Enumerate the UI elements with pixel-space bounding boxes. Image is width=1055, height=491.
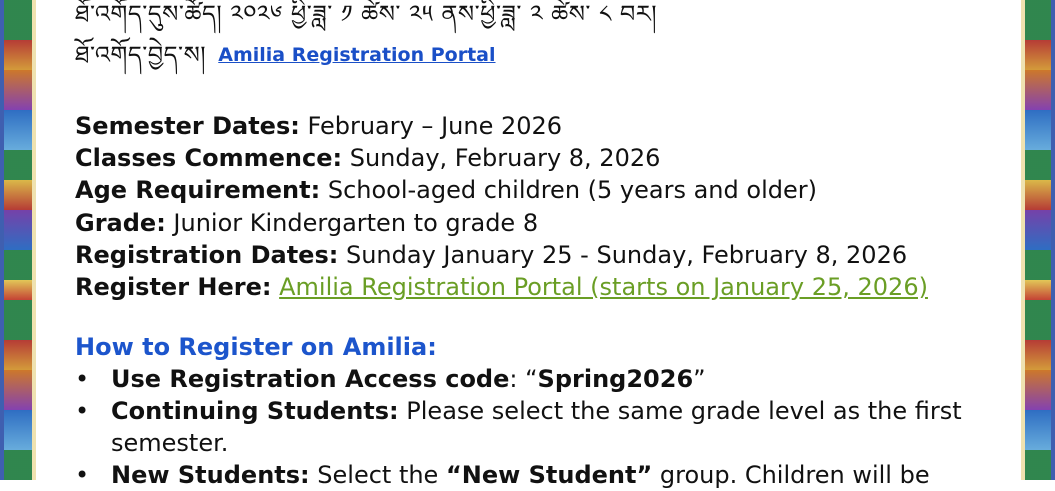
register-here-row — [75, 271, 928, 303]
bullet-icon: • — [75, 461, 90, 489]
registration-dates-value: Sunday January 25 - Sunday, February 8, 2026 — [338, 240, 908, 269]
document-page — [36, 0, 1021, 489]
semester-dates-row — [75, 110, 928, 142]
decorative-border-left — [0, 0, 36, 480]
access-code-close-quote: ” — [693, 365, 706, 393]
age-requirement-value: School-aged children (5 years and older) — [320, 176, 817, 205]
decorative-border-right — [1021, 0, 1055, 480]
age-requirement-label: Age Requirement: — [75, 176, 321, 205]
age-requirement-row — [75, 174, 928, 206]
access-code-separator: : “ — [509, 365, 538, 393]
new-students-text-continued: group. Children will be — [652, 461, 930, 489]
register-here-label: Register Here: — [75, 273, 272, 302]
list-item — [75, 363, 1005, 395]
list-item — [75, 459, 1005, 491]
access-code-value: Spring2026 — [537, 365, 694, 393]
new-students-label: New Students: — [111, 461, 310, 489]
tibetan-registration-place-label: ཐོ་འགོད་བྱེད་ས། — [75, 41, 207, 69]
bullet-icon: • — [75, 365, 90, 393]
continuing-students-text: Please select the same grade level as the first semester. — [111, 397, 962, 457]
registration-steps-list — [75, 363, 1005, 491]
bullet-icon: • — [75, 397, 90, 425]
amilia-portal-link[interactable]: Amilia Registration Portal — [218, 44, 496, 66]
classes-commence-label: Classes Commence: — [75, 144, 343, 173]
grade-value: Junior Kindergarten to grade 8 — [165, 208, 539, 237]
semester-dates-value: February – June 2026 — [299, 112, 563, 140]
grade-row — [75, 207, 928, 239]
new-student-group-name: “New Student” — [445, 461, 653, 489]
amilia-registration-link[interactable]: Amilia Registration Portal (starts on January 25, 2026) — [279, 273, 928, 302]
grade-label: Grade: — [75, 208, 166, 237]
program-info — [75, 110, 928, 303]
tibetan-registration-period: ཐོ་འགོད་དུས་ཚོད། ༢༠༢༦ ཕྱི་ཟླ་ ༡ ཚེས་ ༢༥ ནས་ཕྱི་ཟླ་ ༢ ཚེས་ ༨ བར། — [75, 0, 658, 28]
registration-dates-row — [75, 239, 928, 271]
semester-dates-label: Semester Dates: — [75, 112, 300, 140]
registration-dates-label: Registration Dates: — [75, 240, 339, 269]
tibetan-registration-place — [75, 38, 496, 72]
how-to-register-heading: How to Register on Amilia: — [75, 333, 437, 361]
classes-commence-value: Sunday, February 8, 2026 — [342, 144, 661, 173]
access-code-label: Use Registration Access code — [111, 365, 510, 393]
classes-commence-row — [75, 142, 928, 174]
continuing-students-label: Continuing Students: — [111, 397, 399, 425]
list-item — [75, 395, 1005, 459]
new-students-text: Select the — [309, 461, 446, 489]
